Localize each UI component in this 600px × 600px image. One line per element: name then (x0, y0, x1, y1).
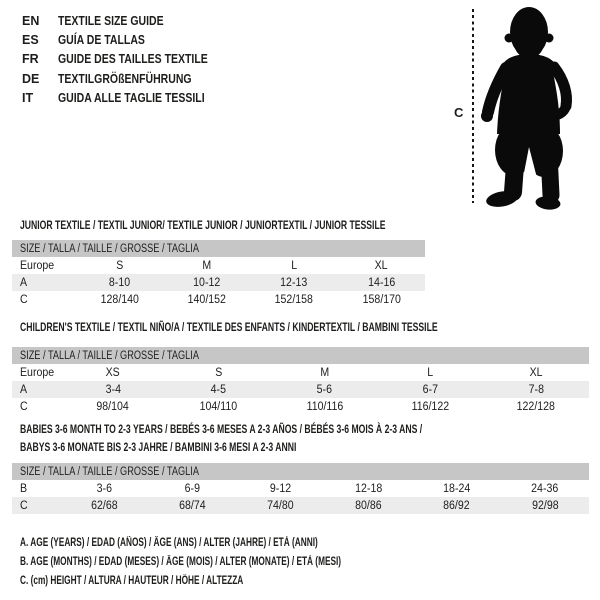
table-cell: 18-24 (443, 482, 471, 495)
size-header-band (12, 463, 589, 480)
table-cell: 122/128 (516, 400, 556, 413)
table-cell: 12-18 (355, 482, 383, 495)
table-cell: XS (105, 366, 120, 379)
size-header-text: SIZE / TALLA / TAILLE / GRÖSSE / TAGLIA (20, 465, 199, 478)
children-section-title (20, 318, 600, 336)
language-row-en (22, 11, 236, 30)
language-code: ES (22, 32, 39, 47)
table-cell: 8-10 (109, 276, 131, 289)
table-cell: 3-6 (96, 482, 112, 495)
table-row (12, 274, 425, 291)
row-label: C (20, 293, 28, 306)
table-cell: 74/80 (267, 499, 294, 512)
table-row (12, 364, 589, 381)
language-list (22, 11, 236, 107)
table-cell: 104/110 (199, 400, 238, 413)
table-cell: L (427, 366, 434, 379)
table-cell: 128/140 (100, 293, 139, 306)
row-label: Europe (20, 366, 55, 379)
language-title: TEXTILE SIZE GUIDE (58, 13, 164, 28)
table-cell: 4-5 (211, 383, 227, 396)
table-cell: 6-9 (184, 482, 200, 495)
table-row (12, 480, 589, 497)
table-cell: 86/92 (443, 499, 470, 512)
size-header-band (12, 347, 589, 364)
row-label: A (20, 383, 28, 396)
size-header-text: SIZE / TALLA / TAILLE / GRÖSSE / TAGLIA (20, 242, 199, 255)
table-cell: 24-36 (531, 482, 559, 495)
junior-size-table (12, 240, 425, 308)
table-cell: 12-13 (280, 276, 308, 289)
language-code: FR (22, 52, 39, 67)
table-cell: 92/98 (531, 499, 559, 512)
language-title: GUÍA DE TALLAS (58, 32, 145, 47)
language-code: DE (22, 71, 40, 86)
table-cell: XL (529, 366, 543, 379)
table-row (12, 398, 589, 415)
table-cell: 3-4 (105, 383, 121, 396)
section-title-text: JUNIOR TEXTILE / TEXTIL JUNIOR/ TEXTILE JUNIOR / JUNIORTEXTIL / JUNIOR TESSILE (20, 218, 386, 232)
table-row (12, 381, 589, 398)
table-cell: 7-8 (528, 383, 544, 396)
table-cell: 14-16 (367, 276, 395, 289)
language-code: EN (22, 13, 40, 28)
table-cell: XL (374, 259, 388, 272)
table-cell: 116/122 (411, 400, 450, 413)
table-cell: 152/158 (274, 293, 314, 306)
language-code: IT (22, 90, 34, 105)
table-cell: 62/68 (90, 499, 118, 512)
table-cell: 9-12 (269, 482, 292, 495)
language-title: GUIDE DES TAILLES TEXTILE (58, 52, 208, 67)
table-cell: 140/152 (187, 293, 226, 306)
table-cell: 6-7 (422, 383, 438, 396)
table-cell: S (215, 366, 223, 379)
row-label: A (20, 276, 28, 289)
table-row (12, 291, 425, 308)
language-row-fr (22, 50, 236, 69)
table-cell: 158/170 (362, 293, 401, 306)
table-cell: M (320, 366, 329, 379)
footnote-c: C. (cm) HEIGHT / ALTURA / HAUTEUR / HÖHE / ALTEZZA (20, 575, 244, 587)
language-title: GUIDA ALLE TAGLIE TESSILI (58, 90, 205, 105)
size-header-text: SIZE / TALLA / TAILLE / GRÖSSE / TAGLIA (20, 349, 199, 362)
babies-section-title (20, 421, 579, 456)
height-measure-label: C (454, 105, 464, 120)
baby-silhouette-icon (480, 2, 598, 212)
section-title-text: CHILDREN'S TEXTILE / TEXTIL NIÑO/A / TEXTILE DES ENFANTS / KINDERTEXTIL / BAMBINI TESSILE (20, 320, 438, 334)
language-row-es (22, 30, 236, 49)
footnotes (20, 532, 466, 589)
table-row (12, 257, 425, 274)
table-cell: 68/74 (178, 499, 206, 512)
height-measure-dotted-line (472, 9, 474, 203)
footnote-b: B. AGE (MONTHS) / EDAD (MESES) / ÂGE (MOIS) / ALTER (MONATE) / ETÀ (MESI) (20, 556, 342, 568)
size-header-band (12, 240, 425, 257)
table-cell: 110/116 (306, 400, 343, 413)
row-label: C (20, 499, 28, 512)
children-size-table (12, 347, 589, 415)
section-title-text: BABYS 3-6 MONATE BIS 2-3 JAHRE / BAMBINI 3-6 MESI A 2-3 ANNI (20, 439, 297, 454)
table-cell: 98/104 (96, 400, 130, 413)
table-cell: 80/86 (355, 499, 382, 512)
footnote-a: A. AGE (YEARS) / EDAD (AÑOS) / ÂGE (ANS) / ALTER (JAHRE) / ETÀ (ANNI) (20, 537, 318, 549)
row-label: Europe (20, 259, 55, 272)
table-cell: S (116, 259, 124, 272)
language-row-de (22, 69, 236, 88)
table-cell: L (291, 259, 298, 272)
row-label: B (20, 482, 28, 495)
section-title-text: BABIES 3-6 MONTH TO 2-3 YEARS / BEBÉS 3-6 MESES A 2-3 AÑOS / BÉBÉS 3-6 MOIS À 2-3 ANS / (20, 422, 423, 436)
table-row (12, 497, 589, 514)
table-cell: M (202, 259, 212, 272)
babies-size-table (12, 463, 589, 514)
junior-section-title (20, 216, 528, 234)
table-cell: 10-12 (193, 276, 221, 289)
language-row-it (22, 88, 236, 107)
language-title: TEXTILGRÖßENFÜHRUNG (58, 71, 192, 86)
row-label: C (20, 400, 28, 413)
table-cell: 5-6 (316, 383, 333, 396)
